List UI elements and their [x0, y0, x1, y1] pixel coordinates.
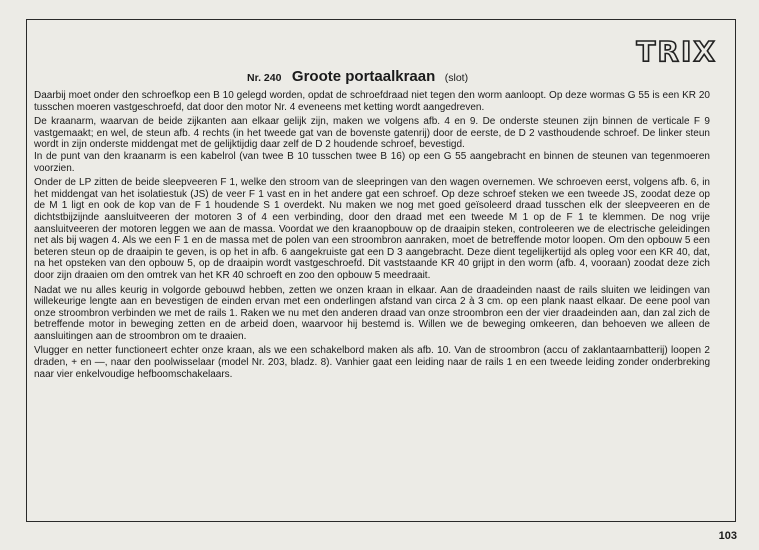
- page-frame: [26, 19, 736, 522]
- paragraph: Nadat we nu alles keurig in volgorde gebouwd hebben, zetten we onzen kraan in elkaar. Aan de draadeinden naast de rails sluiten we leidingen van willekeurige lengte aan en bevestigen de einden ervan met een onderlingen afstand van circa 2 à 3 cm. op een plank naast elkaar. De eene pool van onze stroombron verbinden we met de rails 1. Raken we nu met den anderen draad van onze stroombron een der vier draadeinden aan, dan zal zich de betreffende motor in beweging zetten en de arbeid doen, waarvoor hij bestemd is. Willen we de beweging omkeeren, dan behoeven we alleen de aansluitingen aan de stroombron om te draaien.: [34, 284, 710, 342]
- page-title: Groote portaalkraan: [291, 68, 436, 85]
- paragraph: In de punt van den kraanarm is een kabelrol (van twee B 10 tusschen twee B 16) op een G 55 aangebracht en binnen de steunen van tegenmoeren voorzien.: [34, 150, 710, 174]
- trix-logo: TRIX: [636, 35, 717, 68]
- paragraph: Daarbij moet onder den schroefkop een B 10 gelegd worden, opdat de schroefdraad niet tegen den worm aanloopt. Op deze wormas G 55 is een KR 20 tusschen moeren vastgeschroefd, dat door den motor Nr. 4 eveneens met ketting wordt aangedreven.: [34, 90, 710, 113]
- body-text: [34, 90, 710, 383]
- page-heading: [247, 68, 468, 86]
- model-number: Nr. 240: [247, 72, 282, 84]
- page-number: 103: [718, 530, 737, 542]
- paragraph: De kraanarm, waarvan de beide zijkanten aan elkaar gelijk zijn, maken we volgens afb. 4 en 9. De onderste steunen zijn binnen de verticale F 9 vastgemaakt; en wel, de steun afb. 4 rechts (in het tweede gat van de bovenste gatenrij) door de eerste, de D 2 vasthoudende schroef. De linker steun wordt in zijn onderste middengat met de gelijktijdig daar zelf de D 2 houdende schroef, bevestigd.: [34, 116, 710, 151]
- paragraph: Vlugger en netter functioneert echter onze kraan, als we een schakelbord maken als afb. 10. Van de stroombron (accu of zaklantaarnbatterij) loopen 2 draden, + en —, naar den poolwisselaar (model Nr. 203, bladz. 8). Vanhier gaat een leiding naar de rails 1 en een tweede leiding zonder onderbreking naar vier enkelvoudige hefboomschakelaars.: [34, 345, 710, 380]
- page-subtitle: (slot): [444, 72, 469, 84]
- paragraph: Onder de LP zitten de beide sleepveeren F 1, welke den stroom van de sleepringen van den wagen overnemen. We schroeven eerst, volgens afb. 6, in het middengat van het isolatiestuk (JS) de veer F 1 vast en in het andere gat een schroef. Op deze schroef steken we een tweede JS, zoodat deze op de M 1 ligt en ook de kop van de F 1 houdende S 1 overdekt. Nu maken we nog met goed geïsoleerd draad tusschen elk der sleepveeren en de dichtstbijzijnde aansluitveeren der motoren 3 of 4 een verbinding, door den draad met een tweede M 1 op de F 1 te klemmen. De nog vrije aansluitveeren der motoren leggen we aan de massa. Voordat we den kraanopbouw op de draaipin steken, controleeren we de electrische geleidingen net als bij wagen 4. Als we een F 1 en de massa met de polen van een stroombron aanraken, moet de betreffende motor loopen. Om den opbouw 5 een beteren steun op de draaipin te geven, is op het in afb. 6 aangekruiste gat een D 3 aangebracht. Deze dient tegelijkertijd als opleg voor een KR 40, dat, na het opsteken van den opbouw 5, op de draaipin wordt vastgeschroefd. Dit vaststaande KR 40 grijpt in den worm (afb. 4, vooraan) zoodat deze zich door zijn draaien om den omtrek van het KR 40 schroeft en zoo den opbouw 5 meedraait.: [34, 177, 710, 281]
